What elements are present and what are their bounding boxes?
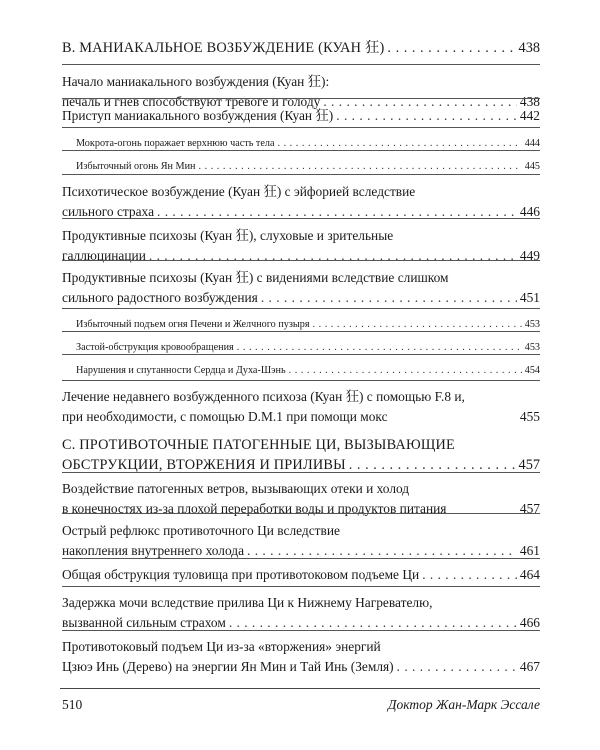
toc-leader-dots (237, 338, 522, 358)
toc-leader-dots (387, 38, 515, 58)
toc-leader-dots (261, 288, 517, 308)
toc-entry (62, 521, 540, 561)
toc-entry-text: Задержка мочи вследствие прилива Ци к Нижнему Нагревателю, (62, 595, 433, 610)
toc-entry-line (62, 268, 540, 288)
toc-entry-text: Начало маниакального возбуждения (Куан 狂): (62, 74, 330, 89)
toc-page-number: 454 (524, 365, 540, 376)
toc-entry-line (62, 593, 540, 613)
toc-entry-line (62, 226, 540, 246)
toc-subentry (76, 361, 540, 381)
footer-rule (60, 688, 540, 689)
toc-page-number: 455 (519, 409, 540, 424)
toc-entry-line (62, 479, 540, 499)
toc-page-number: 457 (518, 457, 540, 473)
toc-page-number: 461 (519, 543, 540, 558)
toc-entry-line (62, 637, 540, 657)
entry-separator (62, 472, 540, 473)
toc-leader-dots (313, 315, 522, 335)
toc-entry (62, 106, 540, 126)
toc-entry (62, 637, 540, 677)
entry-separator (62, 64, 540, 65)
toc-page-number: 467 (519, 659, 540, 674)
toc-subentry (76, 315, 540, 335)
toc-entry-line (62, 246, 540, 266)
toc-entry-line (62, 72, 540, 92)
toc-entry-text: Цзюэ Инь (Дерево) на энергии Ян Мин и Тай Инь (Земля) (62, 659, 394, 674)
toc-entry-text: Лечение недавнего возбужденного психоза (Куан 狂) с помощью F.8 и, (62, 389, 465, 404)
toc-entry-text: накопления внутреннего холода (62, 543, 245, 558)
toc-page-number: 453 (524, 319, 540, 330)
toc-leader-dots (397, 657, 517, 677)
toc-entry (62, 268, 540, 308)
toc-page-number: 445 (524, 161, 540, 172)
toc-page-number: 444 (524, 138, 540, 149)
toc-entry-line (62, 106, 540, 126)
toc-entry-text: вызванной сильным страхом (62, 615, 226, 630)
toc-entry-text: Застой-обструкция кровообращения (76, 342, 234, 353)
toc-entry-text: С. ПРОТИВОТОЧНЫЕ ПАТОГЕННЫЕ ЦИ, ВЫЗЫВАЮЩИЕ (62, 437, 455, 453)
entry-separator (62, 354, 540, 355)
toc-entry-text: Продуктивные психозы (Куан 狂), слуховые и зрительные (62, 228, 394, 243)
toc-entry-text: Нарушения и спутанности Сердца и Духа-Шэнь (76, 365, 286, 376)
toc-page-number: 442 (519, 108, 540, 123)
toc-page-number: 438 (519, 94, 540, 109)
toc-leader-dots (422, 565, 517, 585)
toc-entry-text: Психотическое возбуждение (Куан 狂) с эйфорией вследствие (62, 184, 416, 199)
toc-entry-line (62, 38, 540, 58)
toc-entry-line (76, 338, 540, 358)
toc-entry-text: Избыточный подъем огня Печени и Желчного пузыря (76, 319, 310, 330)
toc-entry-text: в конечностях из-за плохой переработки воды и продуктов питания (62, 501, 447, 516)
toc-page-number: 451 (519, 290, 540, 305)
toc-entry-text: сильного страха (62, 204, 155, 219)
toc-entry-text: Приступ маниакального возбуждения (Куан 狂) (62, 108, 334, 123)
toc-entry-line (76, 134, 540, 154)
toc-page-number: 438 (518, 40, 540, 56)
footer-author: Доктор Жан-Марк Эссале (387, 697, 540, 712)
toc-entry-line (62, 407, 540, 427)
page-footer (62, 697, 540, 713)
toc-entry-text: Продуктивные психозы (Куан 狂) с видениями вследствие слишком (62, 270, 449, 285)
toc-entry-text: Воздействие патогенных ветров, вызывающих отеки и холод (62, 481, 410, 496)
toc-entry-line (62, 202, 540, 222)
toc-entry-line (62, 435, 540, 455)
toc-entry-line (76, 361, 540, 381)
entry-separator (62, 586, 540, 587)
toc-entry-text: Общая обструкция туловища при противотоковом подъеме Ци (62, 567, 420, 582)
toc-entry-text: Избыточный огонь Ян Мин (76, 161, 196, 172)
entry-separator (62, 513, 540, 514)
toc-entry-text: при необходимости, с помощью D.M.1 при помощи мокс (62, 409, 388, 424)
toc-entry-text: Мокрота-огонь поражает верхнюю часть тела (76, 138, 275, 149)
toc-leader-dots (157, 202, 517, 222)
entry-separator (62, 630, 540, 631)
entry-separator (62, 150, 540, 151)
entry-separator (62, 331, 540, 332)
toc-entry-line (62, 565, 540, 585)
toc-entry-line (62, 288, 540, 308)
entry-separator (62, 98, 540, 99)
toc-entry-line (62, 499, 540, 519)
toc-entry-line (76, 315, 540, 335)
toc-page-number: 449 (519, 248, 540, 263)
toc-leader-dots (277, 134, 521, 154)
toc-entry-line (62, 182, 540, 202)
toc-entry-text: галлюцинации (62, 248, 146, 263)
toc-section-heading (62, 38, 540, 58)
toc-entry (62, 593, 540, 633)
entry-separator (62, 558, 540, 559)
toc-entry (62, 387, 540, 427)
entry-separator (62, 127, 540, 128)
entry-separator (62, 218, 540, 219)
toc-section-heading (62, 435, 540, 475)
toc-entry (62, 565, 540, 585)
toc-leader-dots (149, 246, 517, 266)
toc-page-number: 466 (519, 615, 540, 630)
footer-page-number: 510 (62, 697, 83, 712)
toc-entry-line (62, 387, 540, 407)
toc-leader-dots (289, 361, 522, 381)
entry-separator (62, 174, 540, 175)
entry-separator (62, 380, 540, 381)
toc-entry-line (62, 657, 540, 677)
toc-entry-text: В. МАНИАКАЛЬНОЕ ВОЗБУЖДЕНИЕ (КУАН 狂) (62, 40, 385, 56)
toc-entry (62, 182, 540, 222)
toc-entry-text: печаль и гнев способствуют тревоге и голоду (62, 94, 321, 109)
toc-page-number: 457 (519, 501, 540, 516)
entry-separator (62, 260, 540, 261)
toc-entry-text: Острый рефлюкс противоточного Ци вследствие (62, 523, 340, 538)
toc-subentry (76, 134, 540, 154)
toc-subentry (76, 338, 540, 358)
entry-separator (62, 308, 540, 309)
toc-entry-text: сильного радостного возбуждения (62, 290, 258, 305)
toc-page-number: 453 (524, 342, 540, 353)
toc-page-number: 446 (519, 204, 540, 219)
toc-entry-text: Противотоковый подъем Ци из-за «вторжения» энергий (62, 639, 381, 654)
toc-entry-line (62, 521, 540, 541)
toc-page-number: 464 (519, 567, 540, 582)
toc-entry-text: ОБСТРУКЦИИ, ВТОРЖЕНИЯ И ПРИЛИВЫ (62, 457, 346, 473)
toc-leader-dots (336, 106, 517, 126)
